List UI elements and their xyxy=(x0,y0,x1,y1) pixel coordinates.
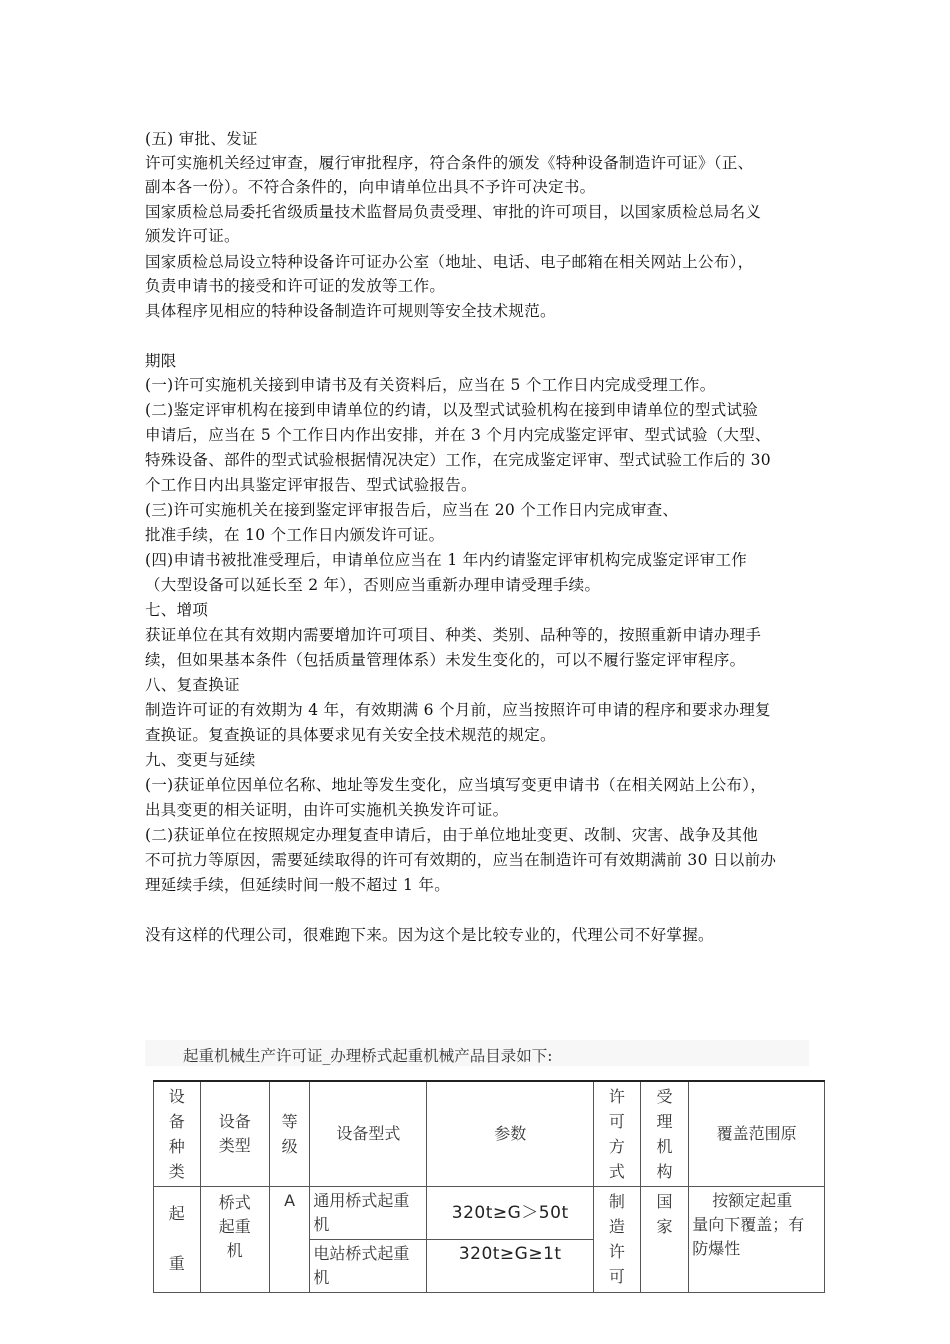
paragraph-line: 国家质检总局设立特种设备许可证办公室（地址、电话、电子邮箱在相关网站上公布）， xyxy=(145,253,754,271)
section-heading: 八、复查换证 xyxy=(145,676,240,694)
paragraph-line: 查换证。复查换证的具体要求见有关安全技术规范的规定。 xyxy=(145,726,556,744)
paragraph-line: 颁发许可证。 xyxy=(145,227,240,245)
header-permit: 许可方式 xyxy=(594,1081,641,1187)
cell-agency: 国家 xyxy=(640,1187,689,1293)
paragraph-line: 具体程序见相应的特种设备制造许可规则等安全技术规范。 xyxy=(145,302,556,320)
section-heading: 七、增项 xyxy=(145,601,209,619)
paragraph-line: 没有这样的代理公司，很难跑下来。因为这个是比较专业的，代理公司不好掌握。 xyxy=(145,926,714,944)
paragraph-line: 负责申请书的接受和许可证的发放等工作。 xyxy=(145,277,446,295)
paragraph-line: (二)鉴定评审机构在接到申请单位的约请，以及型式试验机构在接到申请单位的型式试验 xyxy=(145,401,759,419)
header-params: 参数 xyxy=(427,1081,594,1187)
paragraph-line: (一)许可实施机关接到申请书及有关资料后，应当在 5 个工作日内完成受理工作。 xyxy=(145,376,716,394)
header-grade: 等级 xyxy=(269,1081,309,1187)
paragraph-line: 许可实施机关经过审查，履行审批程序，符合条件的颁发《特种设备制造许可证》（正、 xyxy=(145,154,754,172)
header-coverage: 覆盖范围原 xyxy=(689,1081,825,1187)
paragraph-line: （大型设备可以延长至 2 年），否则应当重新办理申请受理手续。 xyxy=(145,576,601,594)
section-heading: (五) 审批、发证 xyxy=(145,130,258,148)
cell-grade: A xyxy=(269,1187,309,1293)
cell-coverage: 按额定起重量向下覆盖；有防爆性 xyxy=(689,1187,825,1293)
header-agency: 受理机构 xyxy=(640,1081,689,1187)
paragraph-line: (一)获证单位因单位名称、地址等发生变化，应当填写变更申请书（在相关网站上公布）， xyxy=(145,776,767,794)
cell-type: 桥式起重机 xyxy=(200,1187,269,1293)
paragraph-line: 特殊设备、部件的型式试验根据情况决定）工作，在完成鉴定评审、型式试验工作后的 30 xyxy=(145,451,771,469)
header-type: 设备类型 xyxy=(200,1081,269,1187)
cell-category: 起重 xyxy=(154,1187,201,1293)
cell-model-power: 电站桥式起重机 xyxy=(310,1240,427,1293)
header-model: 设备型式 xyxy=(310,1081,427,1187)
product-catalog-table xyxy=(153,1080,825,1293)
paragraph-line: 副本各一份）。不符合条件的，向申请单位出具不予许可决定书。 xyxy=(145,178,596,196)
cell-param-general: 320t≥G＞50t xyxy=(427,1187,594,1240)
cell-permit: 制造许可 xyxy=(594,1187,641,1293)
paragraph-line: 理延续手续，但延续时间一般不超过 1 年。 xyxy=(145,876,451,894)
paragraph-line: 批准手续，在 10 个工作日内颁发许可证。 xyxy=(145,526,445,544)
paragraph-line: 国家质检总局委托省级质量技术监督局负责受理、审批的许可项目，以国家质检总局名义 xyxy=(145,203,762,221)
paragraph-line: 不可抗力等原因，需要延续取得的许可有效期的，应当在制造许可有效期满前 30 日以前办 xyxy=(145,851,777,869)
paragraph-line: (二)获证单位在按照规定办理复查申请后，由于单位地址变更、改制、灾害、战争及其他 xyxy=(145,826,759,844)
paragraph-line: 获证单位在其有效期内需要增加许可项目、种类、类别、品种等的，按照重新申请办理手 xyxy=(145,626,762,644)
table-caption: 起重机械生产许可证_办理桥式起重机械产品目录如下: xyxy=(183,1047,553,1065)
paragraph-line: 个工作日内出具鉴定评审报告、型式试验报告。 xyxy=(145,476,477,494)
paragraph-line: (四)申请书被批准受理后，申请单位应当在 1 年内约请鉴定评审机构完成鉴定评审工作 xyxy=(145,551,748,569)
paragraph-line: 出具变更的相关证明，由许可实施机关换发许可证。 xyxy=(145,801,509,819)
paragraph-line: 制造许可证的有效期为 4 年，有效期满 6 个月前，应当按照许可申请的程序和要求办理复 xyxy=(145,701,771,719)
header-category: 设备种类 xyxy=(154,1081,201,1187)
cell-model-general: 通用桥式起重机 xyxy=(310,1187,427,1240)
section-heading: 期限 xyxy=(145,352,177,370)
section-heading: 九、变更与延续 xyxy=(145,751,256,769)
table-row xyxy=(154,1187,825,1240)
paragraph-line: 申请后，应当在 5 个工作日内作出安排，并在 3 个月内完成鉴定评审、型式试验（大型、 xyxy=(145,426,771,444)
paragraph-line: 续，但如果基本条件（包括质量管理体系）未发生变化的，可以不履行鉴定评审程序。 xyxy=(145,651,746,669)
paragraph-line: (三)许可实施机关在接到鉴定评审报告后，应当在 20 个工作日内完成审查、 xyxy=(145,501,679,519)
cell-param-power: 320t≥G≥1t xyxy=(427,1240,594,1293)
table-header-row xyxy=(154,1081,825,1187)
